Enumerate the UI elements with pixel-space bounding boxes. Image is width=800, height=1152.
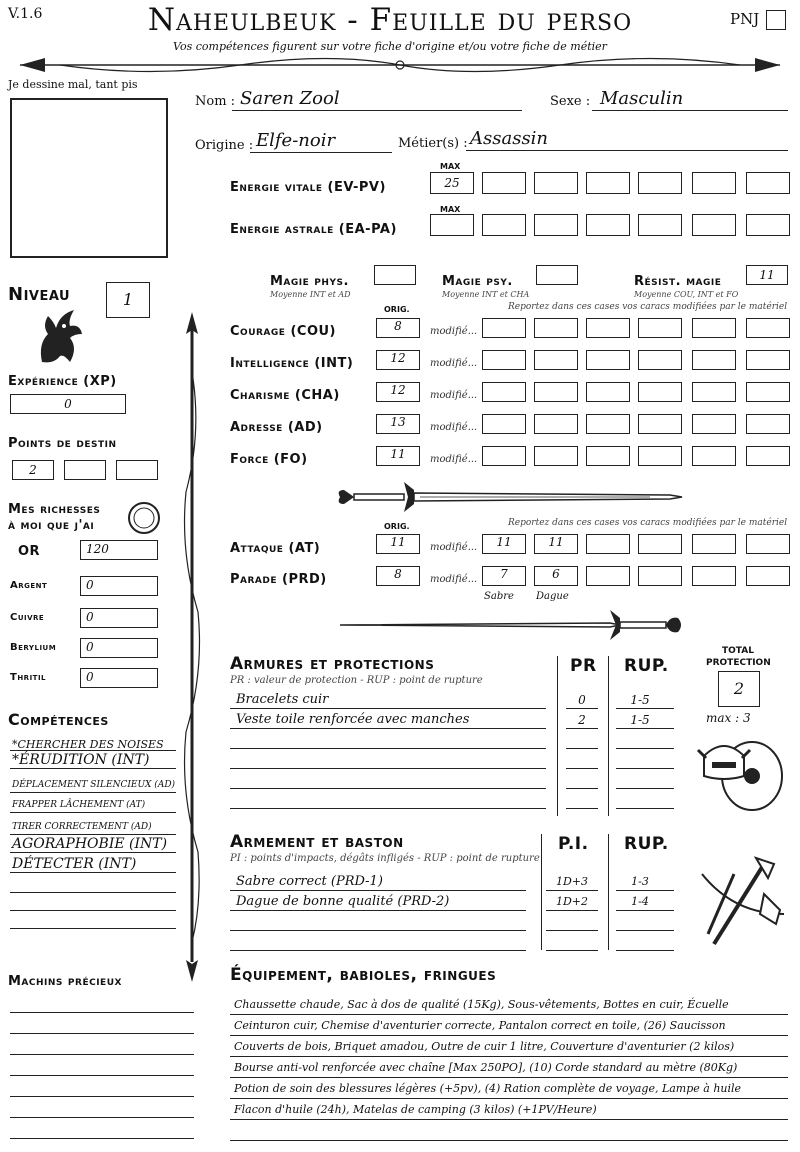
stat-modif-box-4[interactable] xyxy=(638,414,682,434)
armor-pr-line xyxy=(566,768,598,769)
weapon-item-rup: 1-3 xyxy=(631,875,649,888)
metier-underline xyxy=(466,150,788,151)
at-orig-value: 11 xyxy=(390,535,406,549)
prd-label: Parade (PRD) xyxy=(230,572,327,587)
armor-line xyxy=(230,748,546,749)
skills-title: Compétences xyxy=(8,710,109,729)
at-modif-label: modifié... xyxy=(430,542,478,553)
pnj-label: PNJ xyxy=(730,10,760,28)
treasure-line xyxy=(10,1075,194,1076)
armor-pr-line xyxy=(566,728,598,729)
skill-item[interactable]: AGORAPHOBIE (INT) xyxy=(12,836,168,852)
skill-line xyxy=(10,768,176,769)
equipment-line xyxy=(230,1014,788,1015)
skill-item[interactable]: TIRER CORRECTEMENT (AD) xyxy=(12,822,152,832)
equipment-item[interactable]: Flacon d'huile (24h), Matelas de camping (3 kilos) (+1PV/Heure) xyxy=(234,1103,597,1116)
xp-label: Expérience (XP) xyxy=(8,374,117,389)
stat-modif-label: modifié... xyxy=(430,358,478,369)
weapons-title: Armement et baston xyxy=(230,832,404,852)
magie-psy-label: Magie psy. xyxy=(442,274,513,289)
at-modif-box-4[interactable] xyxy=(638,534,682,554)
equipment-item[interactable]: Potion de soin des blessures légères (+5pv), (4) Ration complète de voyage, Lampe à huile xyxy=(234,1082,742,1095)
armor-item-rup: 1-5 xyxy=(630,693,650,707)
skill-item[interactable]: *ÉRUDITION (INT) xyxy=(12,752,150,768)
weapon-line xyxy=(230,890,526,891)
header-arrow-ornament xyxy=(0,52,800,80)
stat-orig-value: 12 xyxy=(390,351,406,365)
stat-modif-box-6[interactable] xyxy=(746,414,790,434)
total-label-2: PROTECTION xyxy=(706,658,771,668)
destin-value-1: 2 xyxy=(29,463,37,477)
stat-modif-box-1[interactable] xyxy=(482,414,526,434)
stat-modif-box-5[interactable] xyxy=(692,350,736,370)
resist-magie-label: Résist. magie xyxy=(634,274,722,289)
at-modif-box-3[interactable] xyxy=(586,534,630,554)
wealth-value: 0 xyxy=(86,640,94,654)
prd-orig-value: 8 xyxy=(394,567,402,581)
stat-modif-box-3[interactable] xyxy=(586,382,630,402)
ea-max-label: MAX xyxy=(440,205,461,214)
ev-box-5[interactable] xyxy=(638,172,682,194)
skill-line xyxy=(10,812,176,813)
equipment-line xyxy=(230,1098,788,1099)
stat-label: Adresse (AD) xyxy=(230,420,323,435)
armor-rup-line xyxy=(616,788,674,789)
nom-field[interactable]: Saren Zool xyxy=(240,88,340,109)
nom-underline xyxy=(232,110,522,111)
ea-box-6[interactable] xyxy=(692,214,736,236)
stats-report-note: Reportez dans ces cases vos caracs modifiées par le matériel xyxy=(508,302,788,312)
stat-modif-box-6[interactable] xyxy=(746,318,790,338)
total-label-1: TOTAL xyxy=(722,646,754,656)
magie-phys-note: Moyenne INT et AD xyxy=(270,290,351,299)
stat-modif-box-4[interactable] xyxy=(638,446,682,466)
armor-col-pr: PR xyxy=(570,656,597,676)
weapon-item-pi: 1D+2 xyxy=(555,895,589,908)
weapons-note: PI : points d'impacts, dégâts infligés - RUP : point de rupture xyxy=(230,853,540,864)
weapons-col-pi: P.I. xyxy=(558,834,589,854)
weapon-rup-line xyxy=(616,890,674,891)
at-modif-box-5[interactable] xyxy=(692,534,736,554)
stat-label: Force (FO) xyxy=(230,452,308,467)
weapon-caption-dague: Dague xyxy=(536,591,569,602)
treasure-line xyxy=(10,1054,194,1055)
destin-label: Points de destin xyxy=(8,436,117,451)
ea-box-4[interactable] xyxy=(586,214,630,236)
prd-modif-box-3[interactable] xyxy=(586,566,630,586)
portrait-box[interactable] xyxy=(10,98,168,258)
origine-label: Origine : xyxy=(195,138,254,153)
ev-box-7[interactable] xyxy=(746,172,790,194)
weapon-rup-line xyxy=(616,930,674,931)
stat-orig-value: 8 xyxy=(394,319,402,333)
armor-col-divider-1 xyxy=(557,656,558,816)
ev-label: Energie vitale (EV-PV) xyxy=(230,180,386,195)
niveau-value: 1 xyxy=(122,290,134,309)
ea-box-7[interactable] xyxy=(746,214,790,236)
stat-modif-box-4[interactable] xyxy=(638,350,682,370)
equipment-line xyxy=(230,1140,788,1141)
skill-line xyxy=(10,910,176,911)
helmet-shield-icon xyxy=(694,726,786,816)
sword-icon xyxy=(330,476,690,518)
prd-modif-value-1: 7 xyxy=(500,567,508,581)
stat-modif-label: modifié... xyxy=(430,390,478,401)
armor-rup-line xyxy=(616,728,674,729)
resist-magie-value: 11 xyxy=(759,268,775,282)
wealth-label: Berylium xyxy=(10,642,57,653)
skill-line xyxy=(10,928,176,929)
stat-label: Courage (COU) xyxy=(230,324,336,339)
stat-modif-box-1[interactable] xyxy=(482,318,526,338)
magie-psy-note: Moyenne INT et CHA xyxy=(442,290,530,299)
ev-box-4[interactable] xyxy=(586,172,630,194)
weapon-rup-line xyxy=(616,910,674,911)
version-label: V.1.6 xyxy=(8,6,43,22)
equipment-item[interactable]: Chaussette chaude, Sac à dos de qualité (15Kg), Sous-vêtements, Bottes en cuir, Écuelle xyxy=(234,998,729,1011)
weapon-item-pi: 1D+3 xyxy=(555,875,589,888)
at-label: Attaque (AT) xyxy=(230,541,321,556)
weapon-rup-line xyxy=(616,950,674,951)
stat-modif-box-5[interactable] xyxy=(692,414,736,434)
sexe-label: Sexe : xyxy=(550,94,591,109)
ev-max-label: MAX xyxy=(440,162,461,171)
stat-orig-value: 11 xyxy=(390,447,406,461)
resist-magie-note: Moyenne COU, INT et FO xyxy=(634,290,739,299)
prd-modif-box-5[interactable] xyxy=(692,566,736,586)
stat-modif-box-2[interactable] xyxy=(534,382,578,402)
magie-phys-label: Magie phys. xyxy=(270,274,349,289)
stat-modif-box-2[interactable] xyxy=(534,318,578,338)
ev-box-3[interactable] xyxy=(534,172,578,194)
ev-max-value: 25 xyxy=(444,176,460,190)
stat-modif-box-6[interactable] xyxy=(746,382,790,402)
stat-modif-label: modifié... xyxy=(430,326,478,337)
stat-modif-box-3[interactable] xyxy=(586,350,630,370)
ea-box-5[interactable] xyxy=(638,214,682,236)
stat-modif-box-1[interactable] xyxy=(482,446,526,466)
destin-box-2[interactable] xyxy=(64,460,106,480)
niveau-label: Niveau xyxy=(8,284,71,305)
weapon-caption-sabre: Sabre xyxy=(484,591,514,602)
armor-note: PR : valeur de protection - RUP : point de rupture xyxy=(230,675,483,686)
ea-box-1[interactable] xyxy=(430,214,474,236)
armor-line xyxy=(230,728,546,729)
nom-label: Nom : xyxy=(195,94,236,109)
sexe-underline xyxy=(592,110,788,111)
coin-icon xyxy=(126,500,162,536)
at-modif-value-2: 11 xyxy=(548,535,564,549)
skill-line xyxy=(10,892,176,893)
armor-line xyxy=(230,708,546,709)
weapon-pi-line xyxy=(546,890,598,891)
metier-label: Métier(s) : xyxy=(398,136,468,151)
ea-label: Energie astrale (EA-PA) xyxy=(230,222,397,237)
stat-modif-box-4[interactable] xyxy=(638,382,682,402)
stat-modif-label: modifié... xyxy=(430,422,478,433)
metier-field[interactable]: Assassin xyxy=(470,128,549,149)
ev-box-6[interactable] xyxy=(692,172,736,194)
treasure-line xyxy=(10,1138,194,1139)
combat-report-note: Reportez dans ces cases vos caracs modifiées par le matériel xyxy=(508,518,788,528)
armor-title: Armures et protections xyxy=(230,654,435,674)
treasure-line xyxy=(10,1012,194,1013)
armor-line xyxy=(230,788,546,789)
max-protection-label: max : 3 xyxy=(706,711,751,725)
combat-orig-label: ORIG. xyxy=(384,522,410,531)
stat-modif-box-4[interactable] xyxy=(638,318,682,338)
equipment-line xyxy=(230,1119,788,1120)
skill-item[interactable]: *CHERCHER DES NOISES xyxy=(12,738,164,751)
ev-box-2[interactable] xyxy=(482,172,526,194)
armor-rup-line xyxy=(616,768,674,769)
stat-label: Charisme (CHA) xyxy=(230,388,340,403)
weapons-col-divider-1 xyxy=(541,834,542,950)
origine-underline xyxy=(250,152,392,153)
armor-rup-line xyxy=(616,748,674,749)
weapons-icon xyxy=(694,854,786,946)
total-protection-value: 2 xyxy=(733,679,745,698)
prd-modif-value-2: 6 xyxy=(552,567,560,581)
ea-box-2[interactable] xyxy=(482,214,526,236)
at-modif-value-1: 11 xyxy=(496,535,512,549)
stats-orig-label: ORIG. xyxy=(384,305,410,314)
weapon-pi-line xyxy=(546,950,598,951)
armor-pr-line xyxy=(566,708,598,709)
armor-item-pr: 0 xyxy=(578,693,586,707)
richesses-title-2: à moi que j'ai xyxy=(8,518,95,533)
weapon-line xyxy=(230,930,526,931)
stat-modif-box-6[interactable] xyxy=(746,446,790,466)
wealth-value: 0 xyxy=(86,610,94,624)
pnj-checkbox[interactable] xyxy=(766,10,786,30)
wealth-value: 0 xyxy=(86,578,94,592)
weapon-item-name[interactable]: Dague de bonne qualité (PRD-2) xyxy=(236,894,450,909)
stat-modif-box-5[interactable] xyxy=(692,382,736,402)
weapon-line xyxy=(230,950,526,951)
equipment-line xyxy=(230,1035,788,1036)
wealth-value: 0 xyxy=(86,670,94,684)
skill-line xyxy=(10,852,176,853)
wealth-value: 120 xyxy=(86,542,109,556)
armor-item-pr: 2 xyxy=(578,713,586,727)
stat-modif-box-3[interactable] xyxy=(586,414,630,434)
armor-item-rup: 1-5 xyxy=(630,713,650,727)
stat-modif-label: modifié... xyxy=(430,454,478,465)
stat-orig-value: 13 xyxy=(390,415,406,429)
stat-modif-box-5[interactable] xyxy=(692,446,736,466)
wealth-label: Cuivre xyxy=(10,612,45,623)
armor-col-divider-2 xyxy=(608,656,609,816)
sexe-field[interactable]: Masculin xyxy=(600,88,684,109)
magie-phys-box[interactable] xyxy=(374,265,416,285)
weapon-pi-line xyxy=(546,930,598,931)
skill-item[interactable]: FRAPPER LÂCHEMENT (AT) xyxy=(12,800,146,810)
armor-col-rup: RUP. xyxy=(624,656,669,676)
armor-pr-line xyxy=(566,788,598,789)
spear-icon xyxy=(178,312,206,982)
skill-line xyxy=(10,834,176,835)
portrait-caption: Je dessine mal, tant pis xyxy=(8,78,138,91)
prd-modif-box-6[interactable] xyxy=(746,566,790,586)
destin-box-3[interactable] xyxy=(116,460,158,480)
origine-field[interactable]: Elfe-noir xyxy=(256,130,336,151)
equipment-item[interactable]: Bourse anti-vol renforcée avec chaîne [Max 250PO], (10) Corde standard au mètre (80Kg) xyxy=(234,1061,738,1074)
armor-line xyxy=(230,808,546,809)
wealth-label: Thritil xyxy=(10,672,47,683)
stat-modif-box-2[interactable] xyxy=(534,446,578,466)
treasures-title: Machins précieux xyxy=(8,974,122,989)
richesses-title-1: Mes richesses xyxy=(8,502,101,517)
skill-line xyxy=(10,792,176,793)
equipment-line xyxy=(230,1077,788,1078)
stat-orig-value: 12 xyxy=(390,383,406,397)
armor-pr-line xyxy=(566,748,598,749)
stat-modif-box-1[interactable] xyxy=(482,350,526,370)
weapon-line xyxy=(230,910,526,911)
equipment-item[interactable]: Couverts de bois, Briquet amadou, Outre de cuir 1 litre, Couverture d'aventurier (2 kilos) xyxy=(234,1040,735,1053)
equipment-title: Équipement, babioles, fringues xyxy=(230,965,497,985)
treasure-line xyxy=(10,1033,194,1034)
treasure-line xyxy=(10,1117,194,1118)
treasure-line xyxy=(10,1096,194,1097)
xp-value: 0 xyxy=(64,397,72,411)
stat-modif-box-6[interactable] xyxy=(746,350,790,370)
equipment-item[interactable]: Ceinturon cuir, Chemise d'aventurier correcte, Pantalon correct en toile, (26) Saucisson xyxy=(234,1019,726,1032)
skill-line xyxy=(10,872,176,873)
stat-modif-box-2[interactable] xyxy=(534,414,578,434)
skill-item[interactable]: DÉPLACEMENT SILENCIEUX (AD) xyxy=(12,780,176,790)
armor-rup-line xyxy=(616,808,674,809)
magie-psy-box[interactable] xyxy=(536,265,578,285)
dragon-icon xyxy=(34,304,86,366)
stat-modif-box-3[interactable] xyxy=(586,446,630,466)
weapons-col-rup: RUP. xyxy=(624,834,669,854)
at-modif-box-6[interactable] xyxy=(746,534,790,554)
prd-modif-label: modifié... xyxy=(430,574,478,585)
armor-pr-line xyxy=(566,808,598,809)
armor-rup-line xyxy=(616,708,674,709)
sheet-subtitle: Vos compétences figurent sur votre fiche d'origine et/ou votre fiche de métier xyxy=(173,40,607,53)
stat-modif-box-2[interactable] xyxy=(534,350,578,370)
ea-box-3[interactable] xyxy=(534,214,578,236)
armor-item-name[interactable]: Bracelets cuir xyxy=(236,692,329,707)
prd-modif-box-4[interactable] xyxy=(638,566,682,586)
skill-item[interactable]: DÉTECTER (INT) xyxy=(12,856,137,872)
weapon-item-name[interactable]: Sabre correct (PRD-1) xyxy=(236,874,383,889)
wealth-label: Argent xyxy=(10,580,48,591)
weapon-item-rup: 1-4 xyxy=(631,895,649,908)
stat-label: Intelligence (INT) xyxy=(230,356,354,371)
sword-icon xyxy=(330,604,690,646)
sheet-title: Naheulbeuk - Feuille du perso xyxy=(147,2,633,38)
stat-modif-box-1[interactable] xyxy=(482,382,526,402)
wealth-label: OR xyxy=(18,544,41,559)
weapons-col-divider-2 xyxy=(608,834,609,950)
equipment-line xyxy=(230,1056,788,1057)
armor-item-name[interactable]: Veste toile renforcée avec manches xyxy=(236,712,470,727)
armor-line xyxy=(230,768,546,769)
stat-modif-box-5[interactable] xyxy=(692,318,736,338)
weapon-pi-line xyxy=(546,910,598,911)
stat-modif-box-3[interactable] xyxy=(586,318,630,338)
